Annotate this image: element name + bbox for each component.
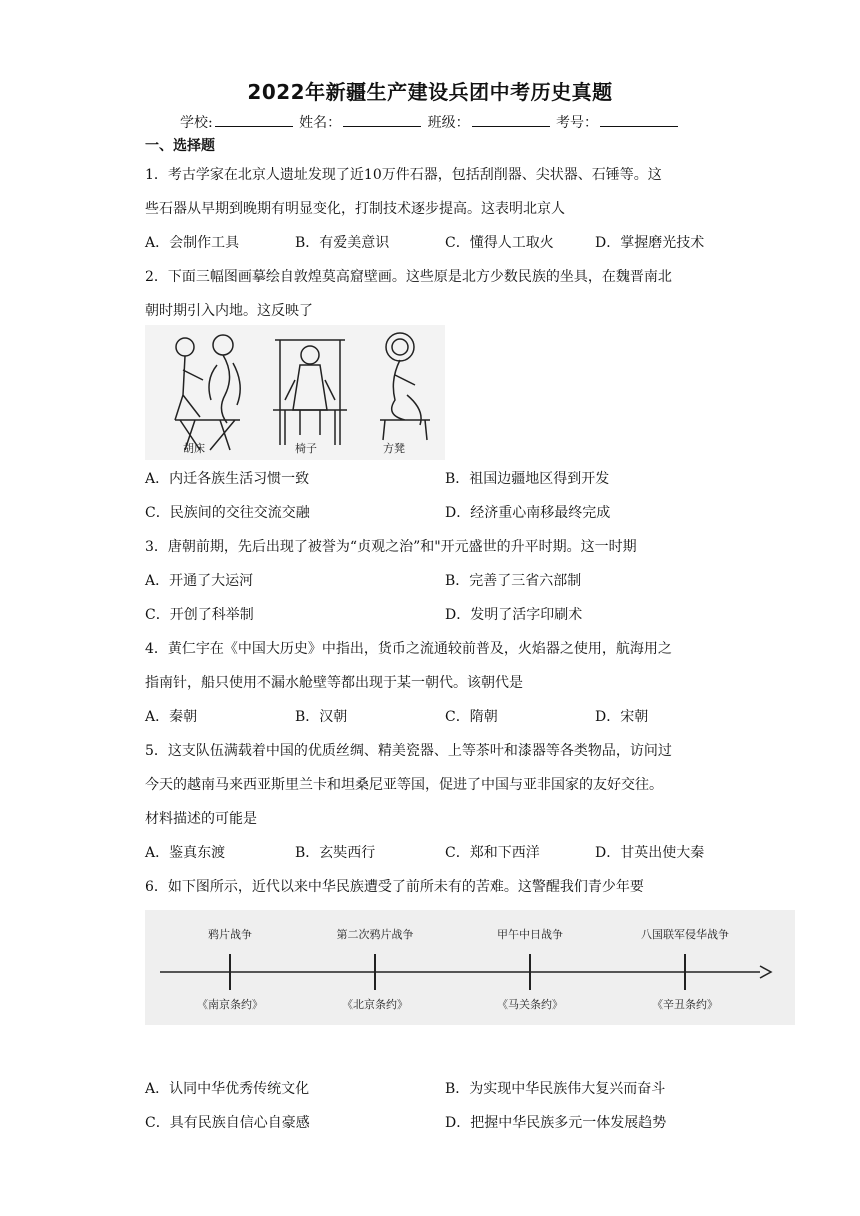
timeline-treaty-2: 《北京条约》 <box>342 998 408 1011</box>
q1-option-a[interactable]: A．会制作工具 <box>145 235 240 251</box>
q6-stem-line-1: 6．如下图所示，近代以来中华民族遭受了前所未有的苦难。这警醒我们青少年要 <box>145 879 644 895</box>
q6-option-d[interactable]: D．把握中华民族多元一体发展趋势 <box>445 1115 667 1131</box>
q2-option-a[interactable]: A．内迁各族生活习惯一致 <box>145 471 310 487</box>
q4-option-c[interactable]: C．隋朝 <box>445 709 498 725</box>
dunhuang-mural-figures <box>145 325 445 460</box>
page-title: 2022年新疆生产建设兵团中考历史真题 <box>247 80 613 104</box>
student-info-line <box>0 112 860 132</box>
timeline-event-4: 八国联军侵华战争 <box>641 928 729 941</box>
q2-stem-line-1: 2．下面三幅图画摹绘自敦煌莫高窟壁画。这些原是北方少数民族的坐具，在魏晋南北 <box>145 269 672 285</box>
modern-history-timeline <box>145 910 795 1025</box>
timeline-event-3: 甲午中日战争 <box>497 928 563 941</box>
q4-option-a[interactable]: A．秦朝 <box>145 709 198 725</box>
q4-option-b[interactable]: B．汉朝 <box>295 709 348 725</box>
q2-option-c[interactable]: C．民族间的交往交流交融 <box>145 505 310 521</box>
q2-option-d[interactable]: D．经济重心南移最终完成 <box>445 505 611 521</box>
timeline-event-1: 鸦片战争 <box>208 928 252 941</box>
q3-option-d[interactable]: D．发明了活字印刷术 <box>445 607 583 623</box>
exam-no-blank[interactable] <box>600 114 678 127</box>
q5-option-d[interactable]: D．甘英出使大秦 <box>595 845 705 861</box>
q3-option-c[interactable]: C．开创了科举制 <box>145 607 254 623</box>
q5-stem-line-2: 今天的越南马来西亚斯里兰卡和坦桑尼亚等国，促进了中国与亚非国家的友好交往。 <box>145 777 663 793</box>
figure-label-stool: 方凳 <box>383 442 405 455</box>
q3-option-a[interactable]: A．开通了大运河 <box>145 573 254 589</box>
q5-stem-line-3: 材料描述的可能是 <box>145 811 257 827</box>
q6-option-a[interactable]: A．认同中华优秀传统文化 <box>145 1081 310 1097</box>
name-blank[interactable] <box>343 114 421 127</box>
timeline-treaty-3: 《马关条约》 <box>497 998 563 1011</box>
name-label: 姓名： <box>299 115 342 131</box>
q5-stem-line-1: 5．这支队伍满载着中国的优质丝绸、精美瓷器、上等茶叶和漆器等各类物品，访问过 <box>145 743 672 759</box>
q1-stem-line-2: 些石器从早期到晚期有明显变化，打制技术逐步提高。这表明北京人 <box>145 201 565 217</box>
section-heading: 一、选择题 <box>145 138 215 154</box>
school-label: 学校: <box>179 115 213 131</box>
q6-option-c[interactable]: C．具有民族自信心自豪感 <box>145 1115 310 1131</box>
q1-stem-line-1: 1．考古学家在北京人遗址发现了近10万件石器，包括刮削器、尖状器、石锤等。这 <box>145 167 662 183</box>
q1-option-b[interactable]: B．有爱美意识 <box>295 235 390 251</box>
timeline-treaty-4: 《辛丑条约》 <box>652 998 718 1011</box>
q1-option-d[interactable]: D．掌握磨光技术 <box>595 235 705 251</box>
q3-option-b[interactable]: B．完善了三省六部制 <box>445 573 582 589</box>
q1-option-c[interactable]: C．懂得人工取火 <box>445 235 554 251</box>
q3-stem-line-1: 3．唐朝前期，先后出现了被誉为“贞观之治”和"开元盛世的升平时期。这一时期 <box>145 539 637 555</box>
figure-label-hu-chuang: 胡床 <box>183 442 205 455</box>
q5-option-a[interactable]: A．鉴真东渡 <box>145 845 226 861</box>
timeline-event-2: 第二次鸦片战争 <box>336 928 414 941</box>
q4-stem-line-1: 4．黄仁宇在《中国大历史》中指出，货币之流通较前普及，火焰器之使用，航海用之 <box>145 641 672 657</box>
q4-option-d[interactable]: D．宋朝 <box>595 709 649 725</box>
q2-stem-line-2: 朝时期引入内地。这反映了 <box>145 303 313 319</box>
timeline-treaty-1: 《南京条约》 <box>197 998 263 1011</box>
class-blank[interactable] <box>472 114 550 127</box>
q5-option-b[interactable]: B．玄奘西行 <box>295 845 376 861</box>
class-label: 班级： <box>427 115 470 131</box>
q6-option-b[interactable]: B．为实现中华民族伟大复兴而奋斗 <box>445 1081 666 1097</box>
school-blank[interactable] <box>215 114 293 127</box>
q4-stem-line-2: 指南针，船只使用不漏水舱壁等都出现于某一朝代。该朝代是 <box>145 675 523 691</box>
exam-no-label: 考号： <box>556 115 599 131</box>
figure-label-chair: 椅子 <box>295 442 317 455</box>
q2-option-b[interactable]: B．祖国边疆地区得到开发 <box>445 471 610 487</box>
q5-option-c[interactable]: C．郑和下西洋 <box>445 845 540 861</box>
